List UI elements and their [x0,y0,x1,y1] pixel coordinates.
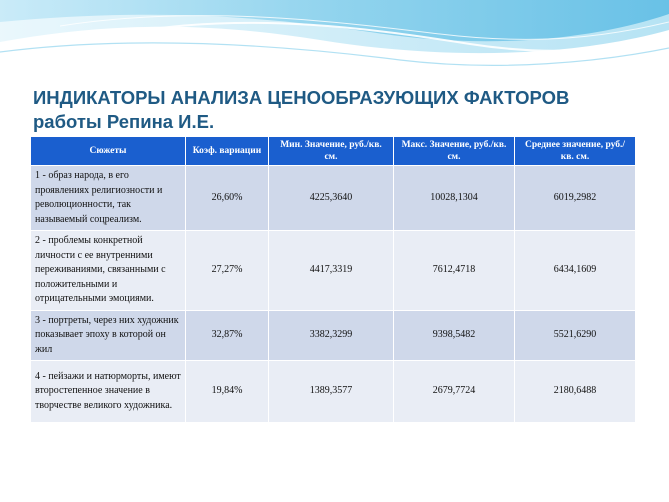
cell-avg: 6019,2982 [515,166,636,231]
cell-variation: 19,84% [186,361,269,423]
cell-variation: 32,87% [186,310,269,361]
title-line-2: работы Репина И.Е. [33,111,215,132]
cell-avg: 6434,1609 [515,231,636,311]
cell-min: 4225,3640 [269,166,394,231]
cell-max: 9398,5482 [394,310,515,361]
cell-max: 7612,4718 [394,231,515,311]
header-min: Мин. Значение, руб./кв. см. [269,137,394,166]
cell-subject: 1 - образ народа, в его проявлениях религиозности и революционности, так называемый соцреализм. [31,166,186,231]
cell-variation: 27,27% [186,231,269,311]
title-line-1: ИНДИКАТОРЫ АНАЛИЗА ЦЕНООБРАЗУЮЩИХ ФАКТОРОВ [33,87,570,108]
cell-variation: 26,60% [186,166,269,231]
cell-avg: 2180,6488 [515,361,636,423]
cell-subject: 2 - проблемы конкретной личности с ее внутренними переживаниями, связанными с положительными и отрицательными эмоциями. [31,231,186,311]
cell-min: 4417,3319 [269,231,394,311]
header-variation: Коэф. вариации [186,137,269,166]
table-row [31,231,636,311]
cell-avg: 5521,6290 [515,310,636,361]
header-max: Макс. Значение, руб./кв. см. [394,137,515,166]
header-subjects: Сюжеты [31,137,186,166]
cell-max: 10028,1304 [394,166,515,231]
cell-min: 1389,3577 [269,361,394,423]
cell-max: 2679,7724 [394,361,515,423]
table-row [31,310,636,361]
table-row [31,166,636,231]
cell-subject: 4 - пейзажи и натюрморты, имеют второстепенное значение в творчестве великого художника. [31,361,186,423]
indicators-table [30,136,636,423]
table-header-row [31,137,636,166]
cell-min: 3382,3299 [269,310,394,361]
slide-title [33,86,653,134]
wave-decoration [0,0,669,90]
cell-subject: 3 - портреты, через них художник показывает эпоху в которой он жил [31,310,186,361]
table-row [31,361,636,423]
header-avg: Среднее значение, руб./кв. см. [515,137,636,166]
